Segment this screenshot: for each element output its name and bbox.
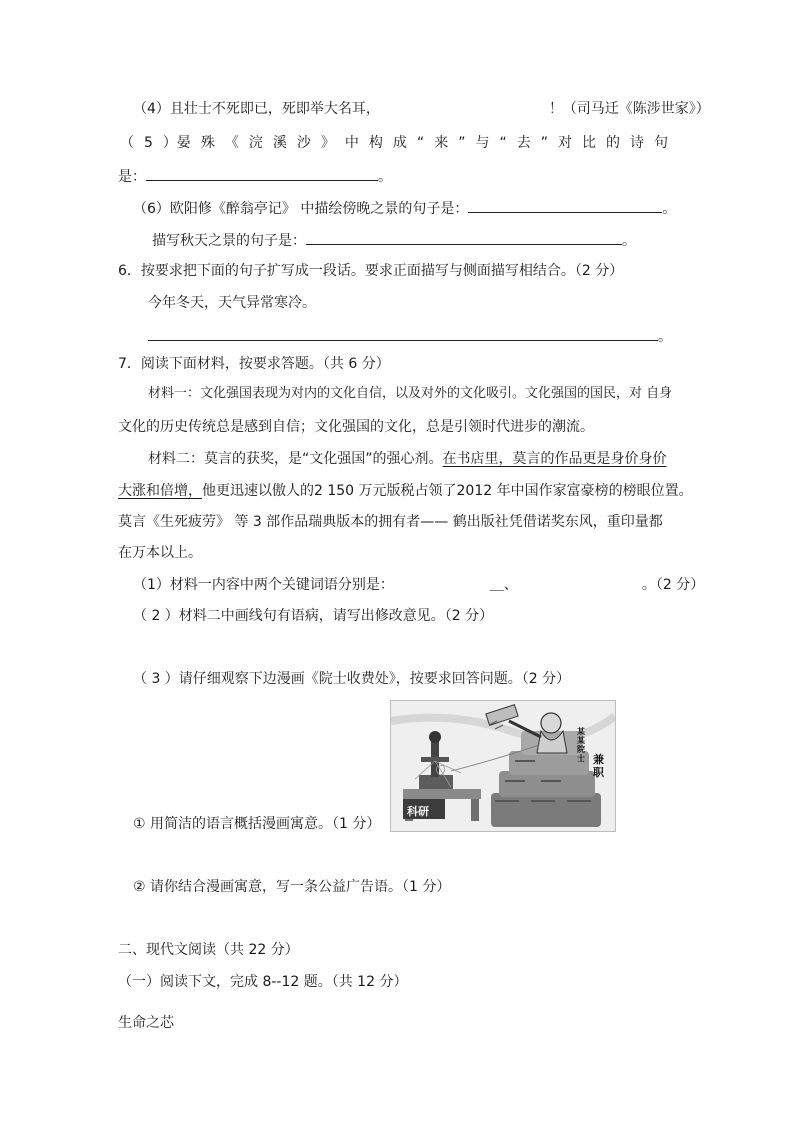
q5-item5-char: ” bbox=[458, 135, 466, 151]
underlined-sentence: 大涨和倍增， bbox=[118, 483, 202, 499]
answer-blank[interactable] bbox=[146, 166, 378, 181]
material2-line3: 莫言《生死疲劳》 等 3 部作品瑞典版本的拥有者—— 鹤出版社凭借诺奖东风，重印量都 bbox=[118, 514, 663, 530]
q5-item5-char: ” bbox=[540, 135, 548, 151]
q5-item5-char: 构 bbox=[368, 135, 383, 151]
q5-item5-char: 比 bbox=[581, 135, 596, 151]
cartoon-image bbox=[390, 700, 616, 832]
material1-line2: 文化的历史传统总是感到自信；文化强国的文化，总是引领时代进步的潮流。 bbox=[118, 419, 594, 435]
q5-item5-char: 溪 bbox=[272, 135, 287, 151]
q6-prompt: 6．按要求把下面的句子扩写成一段话。要求正面描写与侧面描写相结合。（2 分） bbox=[118, 263, 624, 279]
q5-item5-char: （ bbox=[120, 135, 134, 151]
q5-item5-line2: 是： 。 bbox=[118, 166, 392, 186]
label-sign: 某某院士 bbox=[577, 727, 585, 763]
q5-item5-char: 与 bbox=[475, 135, 490, 151]
q6-answer-line: 。 bbox=[148, 326, 672, 346]
q5-item5-char: 的 bbox=[605, 135, 620, 151]
q7-sub3: （ 3 ）请仔细观察下边漫画《院士收费处》，按要求回答问题。（2 分） bbox=[133, 671, 571, 687]
material2-line2: 大涨和倍增，他更迅速以傲人的2 150 万元版税占领了2012 年中国作家富豪榜的榜眼位置。 bbox=[118, 483, 693, 499]
q5-item5-line1 bbox=[120, 134, 668, 152]
q5-item5-char: 》 bbox=[320, 135, 335, 151]
answer-blank[interactable] bbox=[306, 230, 622, 245]
q7-sub3-2: ② 请你结合漫画寓意，写一条公益广告语。（1 分） bbox=[133, 879, 451, 895]
q5-item5-char: ）晏 bbox=[162, 135, 191, 151]
q6-sentence: 今年冬天，天气异常寒冷。 bbox=[148, 295, 316, 311]
q5-item5-char: 对 bbox=[557, 135, 572, 151]
label-parttime: 兼职 bbox=[593, 753, 604, 779]
underlined-sentence: 在书店里，莫言的作品更是身价身价 bbox=[442, 451, 667, 467]
material1-line1: 材料一：文化强国表现为对内的文化自信，以及对外的文化吸引。文化强国的国民，对 自身 bbox=[148, 386, 673, 401]
q5-item5-char: 来 bbox=[434, 135, 449, 151]
answer-blank[interactable] bbox=[468, 198, 662, 213]
q5-item5-char: 去 bbox=[516, 135, 531, 151]
q5-item5-char: 沙 bbox=[296, 135, 311, 151]
q5-item5-char: 浣 bbox=[248, 135, 263, 151]
q5-item5-char: 成 bbox=[392, 135, 407, 151]
material2-line4: 在万本以上。 bbox=[118, 545, 202, 561]
q5-item4: （4）且壮士不死即已，死即举大名耳， ！（司马迁《陈涉世家》） bbox=[133, 101, 710, 117]
section2-part1: （一）阅读下文，完成 8--12 题。（共 12 分） bbox=[118, 974, 408, 990]
answer-blank[interactable] bbox=[148, 326, 658, 341]
q5-item5-char: “ bbox=[416, 135, 425, 151]
q7-sub2: （ 2 ）材料二中画线句有语病，请写出修改意见。（2 分） bbox=[133, 608, 494, 624]
q5-item5-char: 中 bbox=[344, 135, 359, 151]
q5-item5-char: 殊 bbox=[200, 135, 215, 151]
q5-item5-char: 5 bbox=[144, 135, 153, 151]
material2-line1: 材料二：莫言的获奖，是“文化强国”的强心剂。在书店里，莫言的作品更是身价身价 bbox=[148, 451, 667, 467]
q7-prompt: 7．阅读下面材料，按要求答题。（共 6 分） bbox=[118, 356, 390, 372]
section2-heading: 二、现代文阅读（共 22 分） bbox=[118, 942, 299, 958]
label-research: 科研 bbox=[407, 805, 429, 818]
q5-item5-char: “ bbox=[499, 135, 507, 151]
article-title: 生命之芯 bbox=[118, 1015, 174, 1031]
q5-item6-line2: 描写秋天之景的句子是： 。 bbox=[152, 230, 636, 250]
q7-sub1: （1）材料一内容中两个关键词语分别是： ＿、 。（2 分） bbox=[133, 577, 705, 593]
q5-item5-char: 句 bbox=[653, 135, 668, 151]
q5-item5-char: 诗 bbox=[629, 135, 644, 151]
q5-item6-line1: （6）欧阳修《醉翁亭记》 中描绘傍晚之景的句子是： 。 bbox=[133, 198, 676, 218]
q5-item5-char: 《 bbox=[224, 135, 239, 151]
q7-sub3-1: ① 用简洁的语言概括漫画寓意。（1 分） bbox=[133, 816, 381, 832]
